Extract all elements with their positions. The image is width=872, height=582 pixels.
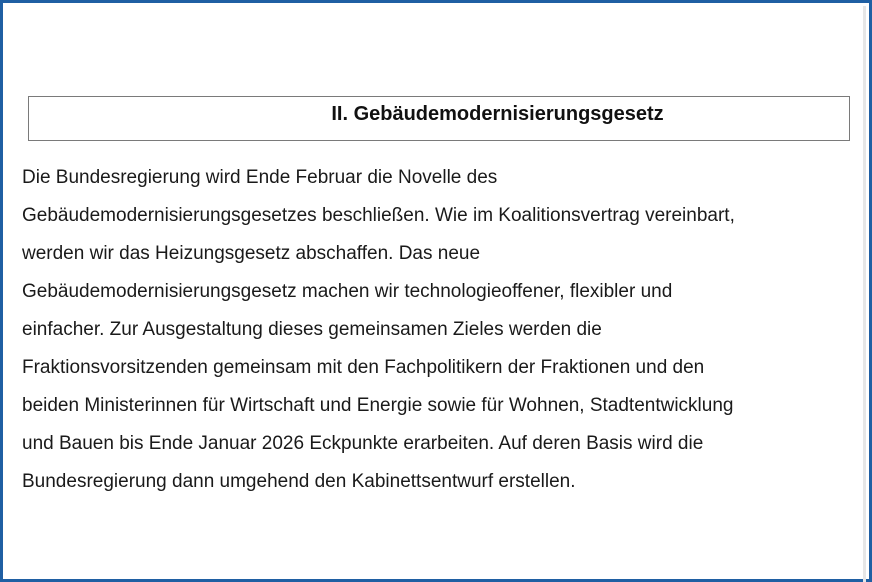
section-heading-box	[28, 96, 850, 141]
body-paragraph	[22, 160, 862, 502]
paragraph-line: und Bauen bis Ende Januar 2026 Eckpunkte erarbeiten. Auf deren Basis wird die	[22, 433, 704, 454]
paragraph-line: Gebäudemodernisierungsgesetz machen wir technologieoffener, flexibler und	[22, 281, 673, 302]
paragraph-line: Fraktionsvorsitzenden gemeinsam mit den Fachpolitikern der Fraktionen und den	[22, 357, 705, 378]
paragraph-line: einfacher. Zur Ausgestaltung dieses gemeinsamen Zieles werden die	[22, 319, 602, 340]
paragraph-line: Bundesregierung dann umgehend den Kabinettsentwurf erstellen.	[22, 471, 576, 492]
frame-shadow	[863, 6, 866, 582]
paragraph-line: Gebäudemodernisierungsgesetzes beschließen. Wie im Koalitionsvertrag vereinbart,	[22, 205, 735, 226]
paragraph-line: beiden Ministerinnen für Wirtschaft und Energie sowie für Wohnen, Stadtentwicklung	[22, 395, 734, 416]
paragraph-line: Die Bundesregierung wird Ende Februar die Novelle des	[22, 167, 498, 188]
section-heading: II. Gebäudemodernisierungsgesetz	[331, 103, 664, 125]
paragraph-line: werden wir das Heizungsgesetz abschaffen. Das neue	[22, 243, 481, 264]
